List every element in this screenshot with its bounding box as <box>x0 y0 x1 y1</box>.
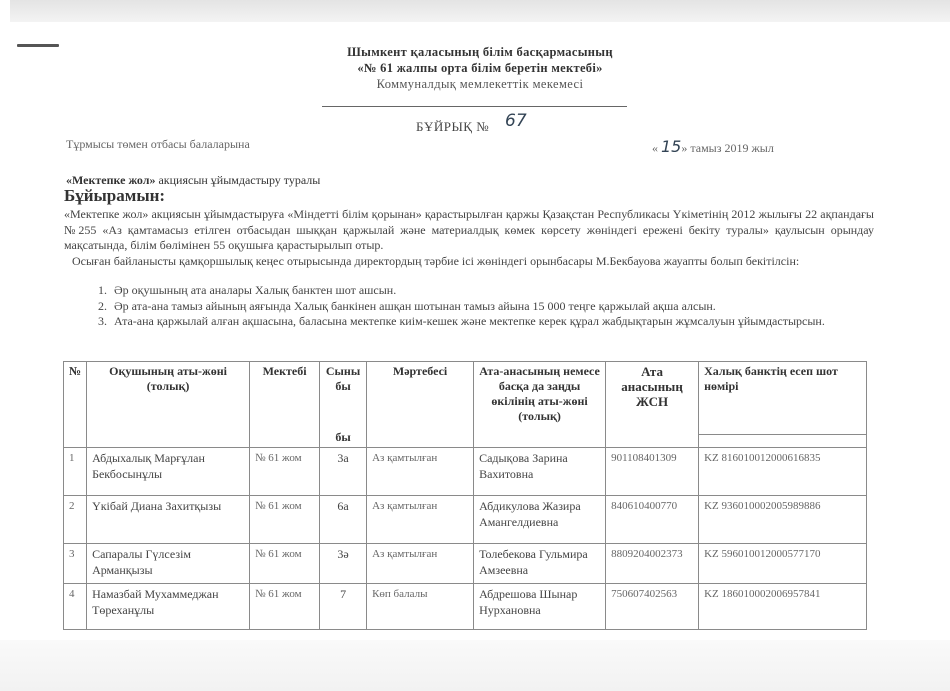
account-header-label: Халық банктің есеп шот нөмірі <box>704 364 838 393</box>
row-school: № 61 жом <box>250 496 320 544</box>
row-num: 1 <box>64 448 87 496</box>
row-status: Аз қамтылған <box>367 448 474 496</box>
row-student: Намазбай Мухаммеджан Төреханұлы <box>87 584 250 630</box>
students-table <box>63 361 867 630</box>
topic-rest: акциясын ұйымдастыру туралы <box>155 173 321 187</box>
row-iin: 750607402563 <box>606 584 699 630</box>
row-school: № 61 жом <box>250 584 320 630</box>
row-iin: 901108401309 <box>606 448 699 496</box>
row-class: 3ә <box>320 544 367 584</box>
header-divider <box>322 106 627 107</box>
table-header-row <box>64 362 867 448</box>
row-num: 2 <box>64 496 87 544</box>
class-header-bottom: бы <box>335 430 351 444</box>
row-iin: 840610400770 <box>606 496 699 544</box>
topic-bold: «Мектепке жол» <box>66 173 156 187</box>
order-item: 3. Ата-ана қаржылай алған ақшасына, баласына мектепке киім-кешек және мектепке керек құрал жабдықтарын жұмсалуын ұйымдастырсын. <box>110 314 910 330</box>
row-class: 3а <box>320 448 367 496</box>
date-prefix: « <box>652 141 658 155</box>
table-row <box>64 448 867 496</box>
command-heading: Бұйырамын: <box>64 186 166 205</box>
date-suffix: » тамыз 2019 жыл <box>681 141 774 155</box>
order-number-handwritten: 67 <box>505 111 527 131</box>
table-row <box>64 496 867 544</box>
paragraph-1: «Мектепке жол» акциясын ұйымдастыруға «Міндетті білім қорынан» қарастырылған қаржы Қазақстан Республикасы Үкіметінің 2012 жылығы 22 ақпандағы №255 «Аз қамтамасыз етілген отбасыдан шыққан қаржылай және материалдық көмек көрсету жөніндегі ережені бекіту туралы» қаулысын орындау мақсатында, білім бөлімінен 55 оқушыға қарастырылып отыр. <box>64 207 874 252</box>
row-parent: Садықова Зарина Вахитовна <box>474 448 606 496</box>
col-header-parent: Ата-анасының немесе басқа да заңды өкілінің аты-жөні (толық) <box>474 362 606 448</box>
row-school: № 61 жом <box>250 448 320 496</box>
col-header-class <box>320 362 367 448</box>
row-parent: Толебекова Гульмира Амзеевна <box>474 544 606 584</box>
row-parent: Абдрешова Шынар Нурхановна <box>474 584 606 630</box>
header-line-1: Шымкент қаласының білім басқармасының <box>347 45 613 59</box>
row-student: Үкібай Диана Захитқызы <box>87 496 250 544</box>
row-account: KZ 596010012000577170 <box>699 544 867 584</box>
order-date <box>652 137 774 156</box>
order-item: 2. Әр ата-ана тамыз айының аяғында Халық банкінен ашқан шотынан тамыз айына 15 000 теңге қаржылай ақша алсын. <box>110 299 910 315</box>
row-parent: Абдикулова Жазира Амангелдиевна <box>474 496 606 544</box>
header-line-2: «№ 61 жалпы орта білім беретін мектебі» <box>357 61 603 75</box>
row-student: Сапаралы Гүлсезім Арманқызы <box>87 544 250 584</box>
row-class: 6а <box>320 496 367 544</box>
scan-top-shade <box>10 0 950 22</box>
row-class: 7 <box>320 584 367 630</box>
class-header-top: Сыны бы <box>325 364 361 393</box>
row-account: KZ 816010012000616835 <box>699 448 867 496</box>
row-account: KZ 936010002005989886 <box>699 496 867 544</box>
col-header-iin: Ата анасының ЖСН <box>606 362 699 448</box>
row-status: Аз қамтылған <box>367 496 474 544</box>
order-item: 1. Әр оқушының ата аналары Халық банктен шот ашсын. <box>110 283 910 299</box>
account-header-subrow <box>699 434 866 447</box>
row-student: Абдыхалық Марғұлан Бекбосынұлы <box>87 448 250 496</box>
header-line-3: Коммуналдық мемлекеттік мекемесі <box>376 77 584 91</box>
order-subject: Тұрмысы төмен отбасы балаларына <box>66 137 250 151</box>
document-header <box>300 44 660 92</box>
col-header-status: Мәртебесі <box>367 362 474 448</box>
row-school: № 61 жом <box>250 544 320 584</box>
date-day-handwritten: 15 <box>661 137 682 156</box>
order-items-list <box>66 283 910 330</box>
row-account: KZ 186010002006957841 <box>699 584 867 630</box>
col-header-account <box>699 362 867 448</box>
paragraph-2: Осыған байланысты қамқоршылық кеңес отырысында директордың тәрбие ісі жөніндегі орынбасары М.Бекбауова жауапты болып бекітілсін: <box>72 254 800 268</box>
scan-mark <box>17 44 59 47</box>
table-row <box>64 584 867 630</box>
row-iin: 8809204002373 <box>606 544 699 584</box>
col-header-num: № <box>64 362 87 448</box>
col-header-school: Мектебі <box>250 362 320 448</box>
scan-bottom-shade <box>0 640 950 691</box>
col-header-student: Оқушының аты-жөні (толық) <box>87 362 250 448</box>
row-num: 3 <box>64 544 87 584</box>
order-title: БҰЙРЫҚ № <box>416 119 490 134</box>
row-status: Көп балалы <box>367 584 474 630</box>
row-status: Аз қамтылған <box>367 544 474 584</box>
table-row <box>64 544 867 584</box>
row-num: 4 <box>64 584 87 630</box>
